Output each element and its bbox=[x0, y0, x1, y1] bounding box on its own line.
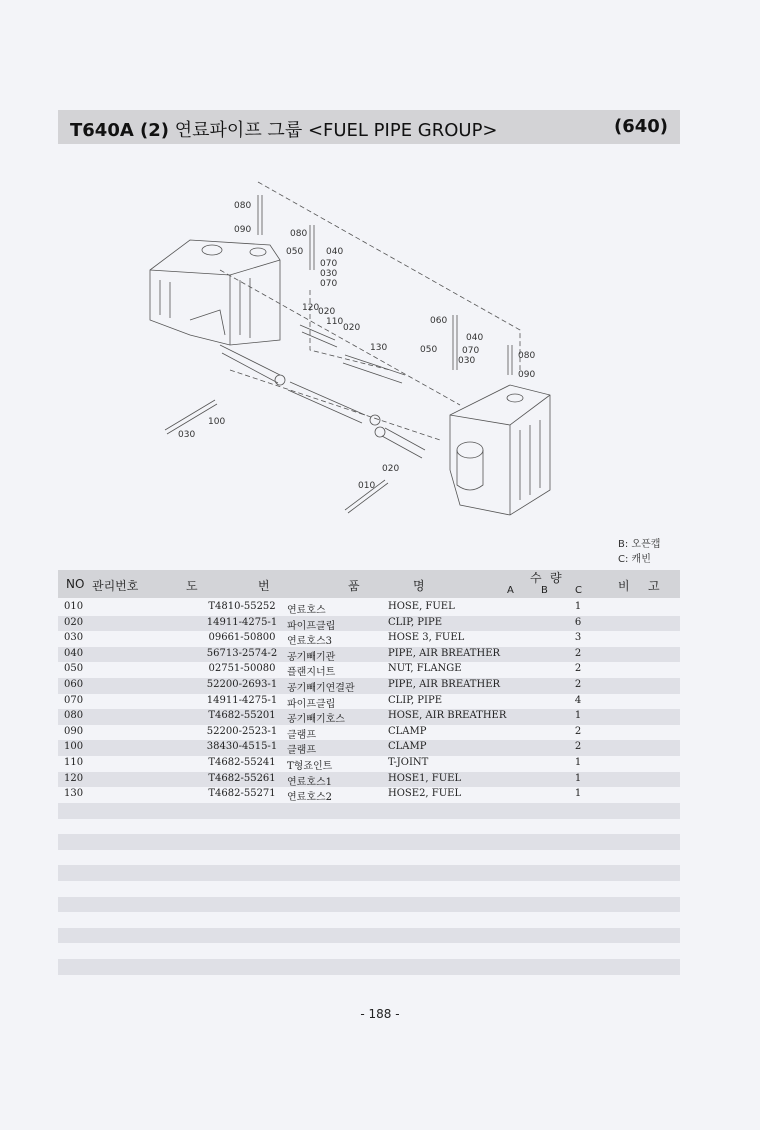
callout-label: 080 bbox=[234, 201, 252, 211]
exploded-parts-diagram bbox=[130, 170, 570, 530]
col-name-1: 품 bbox=[348, 579, 360, 593]
table-row: 100 38430-4515-1 클램프 CLAMP 2 bbox=[58, 740, 680, 756]
table-row: 090 52200-2523-1 클램프 CLAMP 2 bbox=[64, 725, 582, 741]
callout-label: 070 bbox=[320, 279, 338, 289]
section-title bbox=[70, 116, 498, 142]
page-number: - 188 - bbox=[360, 1007, 400, 1021]
table-row: 110 T4682-55241 T형죠인트 T-JOINT 1 bbox=[64, 756, 582, 772]
table-row: 010 T4810-55252 연료호스 HOSE, FUEL 1 bbox=[64, 601, 582, 616]
callout-label: 020 bbox=[382, 464, 400, 474]
legend-c: C: 캐빈 bbox=[618, 554, 651, 565]
empty-row bbox=[58, 897, 680, 913]
right-fuel-tank bbox=[450, 385, 550, 515]
table-row: 030 09661-50800 연료호스3 HOSE 3, FUEL 3 bbox=[64, 632, 582, 648]
empty-table-rows bbox=[58, 803, 680, 975]
col-name-2: 명 bbox=[413, 579, 425, 593]
empty-row bbox=[58, 912, 680, 928]
col-no: NO bbox=[66, 577, 85, 591]
col-qty-b: B bbox=[541, 585, 548, 596]
empty-row bbox=[58, 881, 680, 897]
connection-lines bbox=[220, 182, 520, 440]
col-qty-2: 량 bbox=[550, 571, 562, 585]
col-mgmt: 관리번호 bbox=[92, 579, 139, 593]
col-remark-2: 고 bbox=[648, 579, 660, 593]
parts-table bbox=[58, 600, 680, 803]
group-title-en: <FUEL PIPE GROUP> bbox=[307, 120, 498, 141]
callout-label: 020 bbox=[343, 323, 361, 333]
callout-label: 050 bbox=[286, 247, 304, 257]
callout-label: 040 bbox=[326, 247, 344, 257]
section-header bbox=[58, 110, 680, 144]
callout-label: 080 bbox=[290, 229, 308, 239]
left-fuel-tank bbox=[150, 240, 280, 345]
table-header bbox=[58, 570, 680, 598]
table-row: 060 52200-2693-1 공기빼기연결관 PIPE, AIR BREATHER 2 bbox=[58, 678, 680, 694]
empty-row bbox=[58, 959, 680, 975]
callout-label: 030 bbox=[178, 430, 196, 440]
table-row: 120 T4682-55261 연료호스1 HOSE1, FUEL 1 bbox=[58, 772, 680, 788]
main-fuel-pipe bbox=[165, 325, 425, 513]
callout-label: 130 bbox=[370, 343, 388, 353]
col-qty-1: 수 bbox=[530, 571, 542, 585]
col-drawing-2: 번 bbox=[258, 579, 270, 593]
callout-label: 050 bbox=[420, 345, 438, 355]
empty-row bbox=[58, 819, 680, 835]
col-qty-a: A bbox=[507, 585, 514, 596]
group-number: (640) bbox=[613, 116, 668, 137]
empty-row bbox=[58, 834, 680, 850]
callout-label: 080 bbox=[518, 351, 536, 361]
empty-row bbox=[58, 803, 680, 819]
callout-label: 070 bbox=[462, 346, 480, 356]
callout-label: 060 bbox=[430, 316, 448, 326]
model-legend bbox=[618, 537, 660, 567]
callout-label: 030 bbox=[320, 269, 338, 279]
callout-label: 020 bbox=[318, 307, 336, 317]
col-qty-c: C bbox=[575, 585, 582, 596]
callout-label: 040 bbox=[466, 333, 484, 343]
callout-label: 100 bbox=[208, 417, 226, 427]
table-row: 040 56713-2574-2 공기빼기관 PIPE, AIR BREATHER 2 bbox=[58, 647, 680, 663]
table-row: 070 14911-4275-1 파이프클립 CLIP, PIPE 4 bbox=[64, 694, 582, 710]
table-row: 020 14911-4275-1 파이프클립 CLIP, PIPE 6 bbox=[58, 616, 680, 632]
callout-label: 010 bbox=[358, 481, 376, 491]
empty-row bbox=[58, 850, 680, 866]
col-drawing-1: 도 bbox=[186, 579, 198, 593]
callout-label: 030 bbox=[458, 356, 476, 366]
col-remark-1: 비 bbox=[618, 579, 630, 593]
legend-b: B: 오픈캡 bbox=[618, 539, 661, 550]
table-row: 080 T4682-55201 공기빼기호스 HOSE, AIR BREATHER 1 bbox=[58, 709, 680, 725]
callout-label: 110 bbox=[326, 317, 344, 327]
group-title-ko: 연료파이프 그룹 bbox=[174, 120, 303, 141]
empty-row bbox=[58, 928, 680, 944]
group-code: T640A (2) bbox=[70, 120, 170, 141]
empty-row bbox=[58, 865, 680, 881]
callout-label: 090 bbox=[518, 370, 536, 380]
callout-label: 090 bbox=[234, 225, 252, 235]
empty-row bbox=[58, 943, 680, 959]
callout-label: 070 bbox=[320, 259, 338, 269]
table-row: 050 02751-50080 플랜지너트 NUT, FLANGE 2 bbox=[64, 663, 582, 679]
callout-label: 120 bbox=[302, 303, 320, 313]
table-row: 130 T4682-55271 연료호스2 HOSE2, FUEL 1 bbox=[64, 788, 582, 804]
